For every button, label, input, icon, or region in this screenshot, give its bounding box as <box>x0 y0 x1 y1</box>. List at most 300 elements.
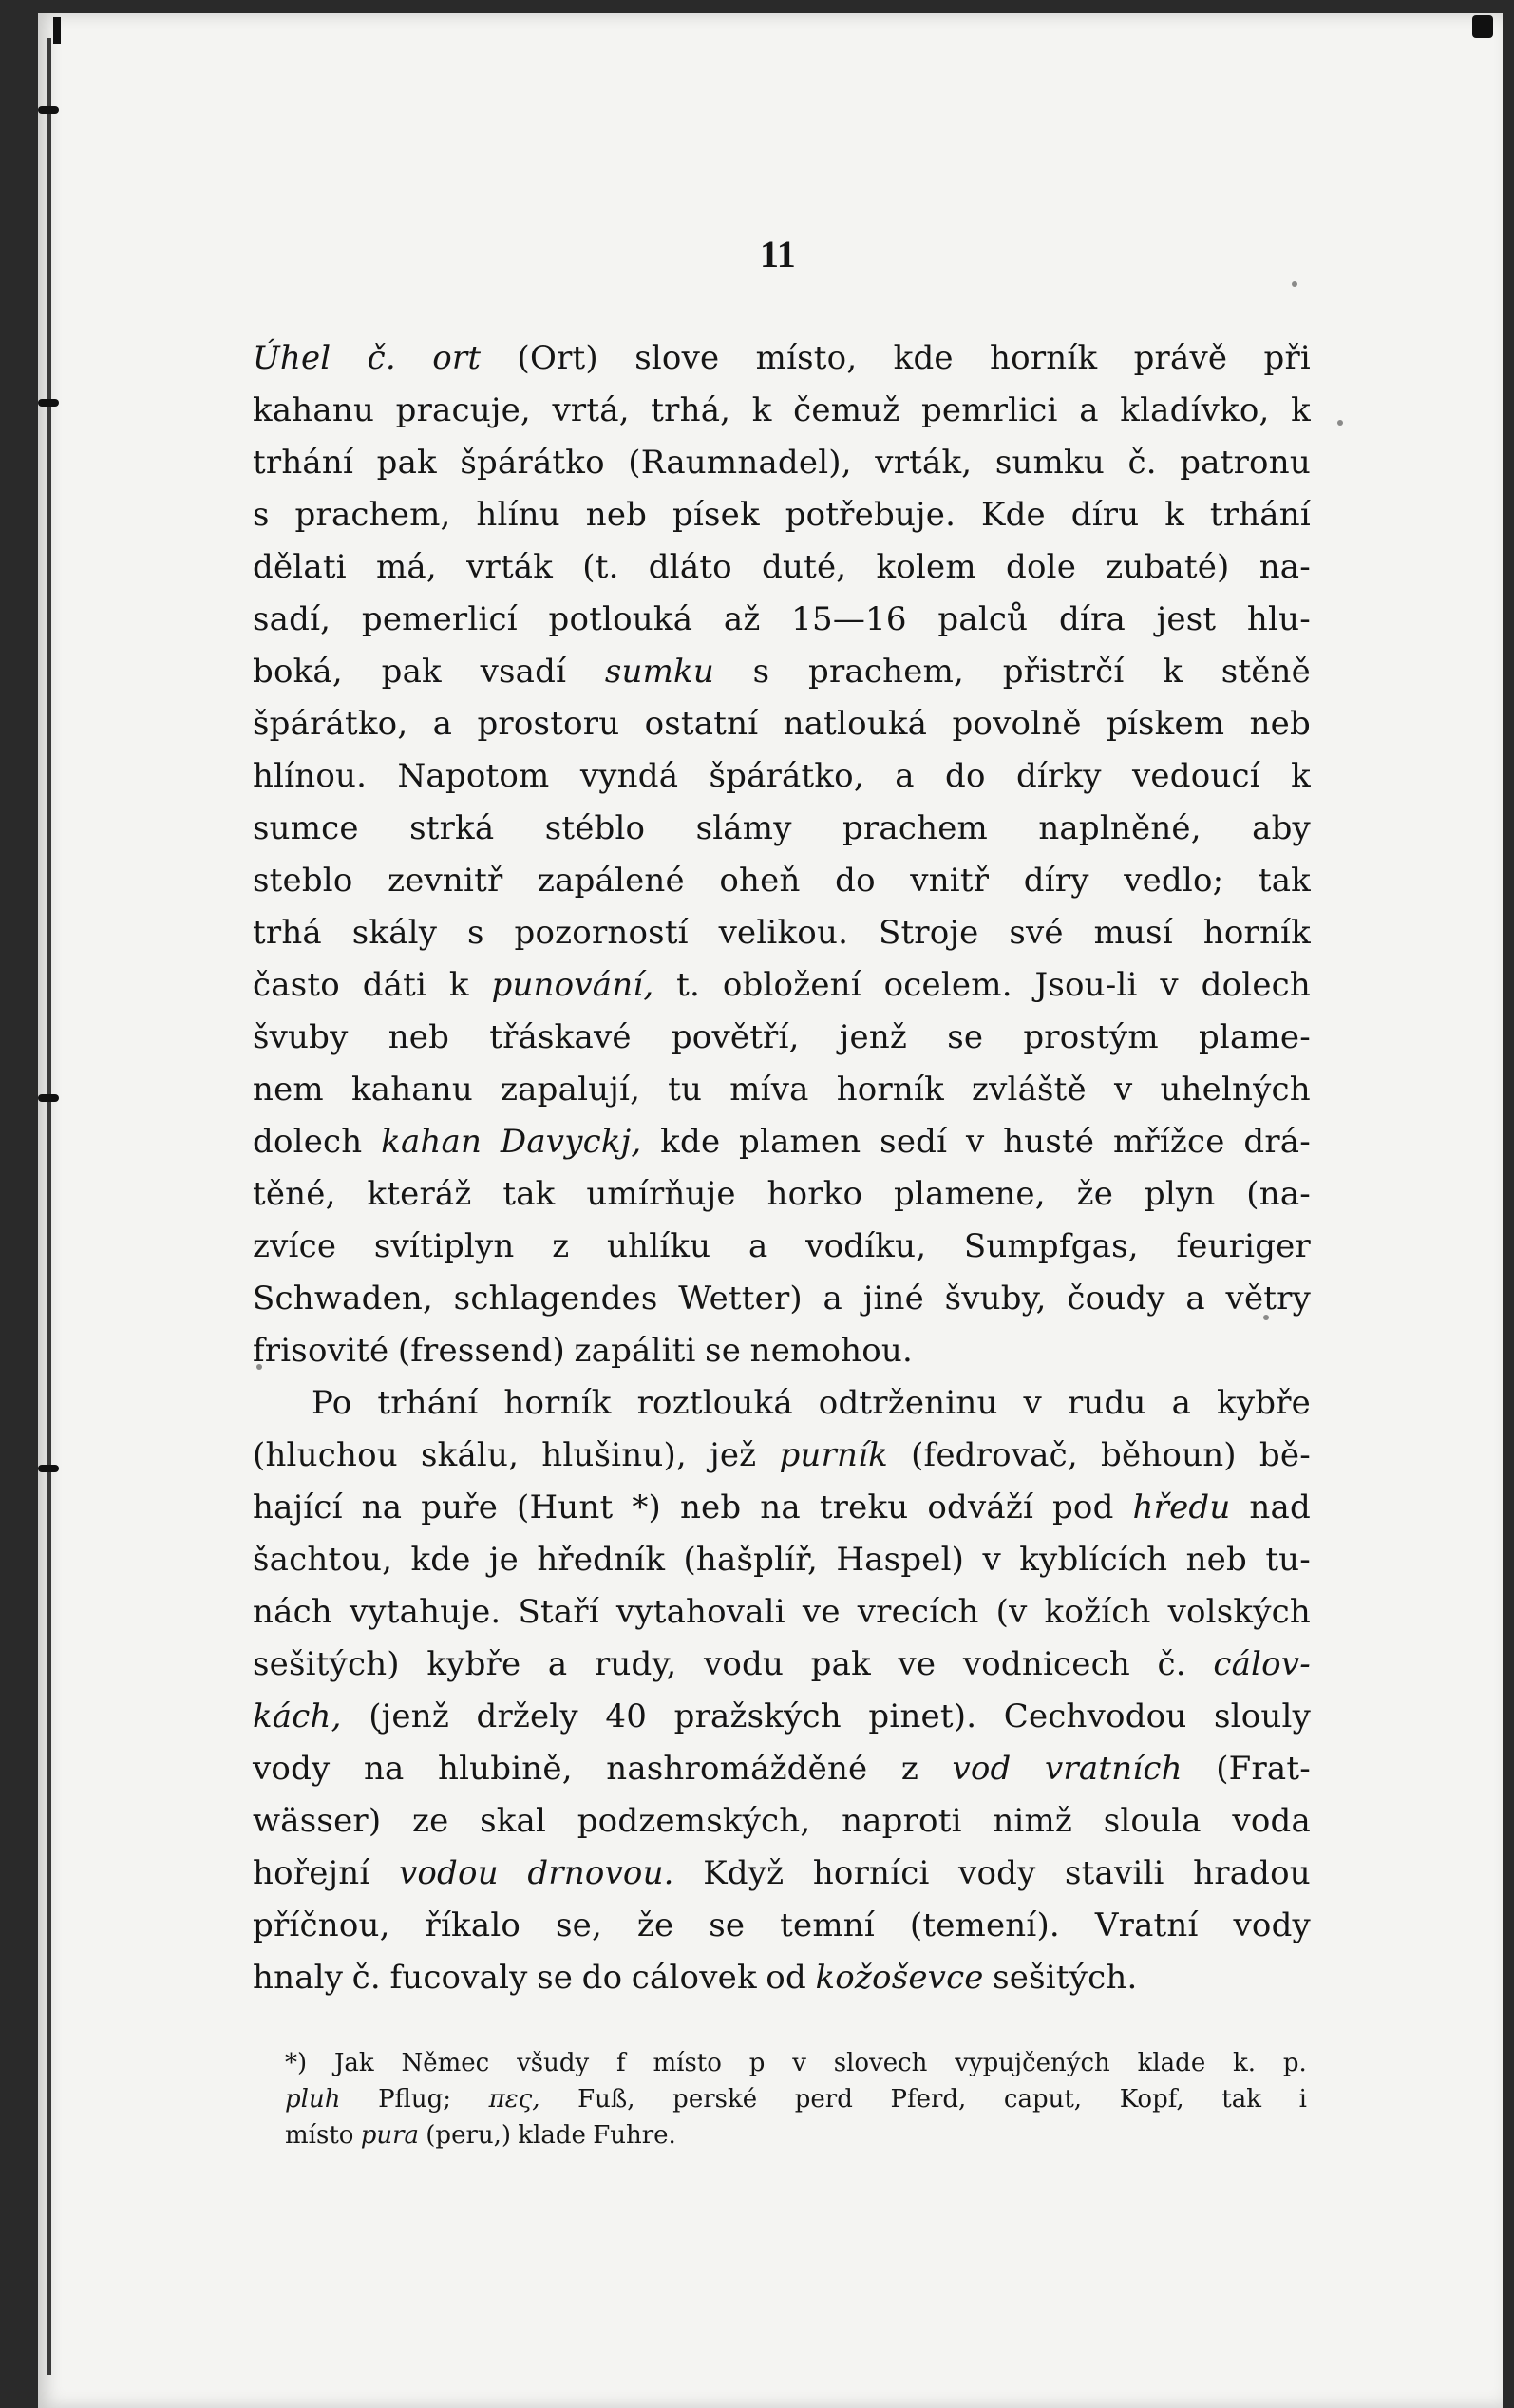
word: Kde <box>980 496 1046 534</box>
word: vodíku, <box>805 1227 927 1265</box>
word: dolech <box>253 1123 363 1161</box>
word: plamene, <box>894 1175 1046 1213</box>
word: vodu <box>703 1645 785 1683</box>
word: povětří, <box>671 1018 800 1056</box>
word: Napotom <box>397 757 550 795</box>
scan-mark <box>38 399 59 407</box>
word: kožoševce <box>815 1959 984 1997</box>
word: palců <box>937 600 1029 638</box>
text-line <box>253 1430 1311 1482</box>
word: písek <box>672 496 760 534</box>
page-number: 11 <box>760 233 796 275</box>
word: Cechvodou <box>1003 1697 1187 1735</box>
word: stěně <box>1221 653 1311 691</box>
word: steblo <box>253 862 353 900</box>
word: slove <box>634 339 720 377</box>
footnote-line <box>285 2047 1307 2083</box>
word: z <box>900 1750 918 1788</box>
word: kteráž <box>367 1175 472 1213</box>
text-line <box>253 1952 1311 2004</box>
word: do <box>945 757 986 795</box>
word: dírky <box>1015 757 1102 795</box>
word: má, <box>375 548 437 586</box>
word: v <box>1023 1384 1042 1422</box>
word: zapalují, <box>501 1071 641 1109</box>
word: neb <box>679 1488 742 1526</box>
text-line <box>253 1168 1311 1221</box>
word: hlínu <box>476 496 560 534</box>
word: temní <box>780 1906 875 1944</box>
word: skal <box>480 1802 547 1840</box>
word: jest <box>1156 600 1217 638</box>
word: místo, <box>755 339 858 377</box>
word: uhelných <box>1160 1071 1311 1109</box>
word: (hluchou <box>253 1436 398 1474</box>
word: hlu- <box>1246 600 1311 638</box>
word: (v <box>995 1593 1028 1631</box>
word: právě <box>1133 339 1228 377</box>
word: naplněné, <box>1038 809 1202 847</box>
word: patronu <box>1180 444 1311 482</box>
word: Pflug; <box>378 2085 452 2114</box>
word: (Ort) <box>517 339 598 377</box>
word: musí <box>1093 914 1173 952</box>
word: pinet). <box>868 1697 977 1735</box>
word: kahanu <box>253 391 375 429</box>
word: se, <box>556 1906 602 1944</box>
word: Vratní <box>1094 1906 1199 1944</box>
word: na <box>760 1488 801 1526</box>
word: zvláště <box>971 1071 1087 1109</box>
word: místo <box>653 2049 722 2077</box>
word: uhlíku <box>607 1227 711 1265</box>
word: č. <box>1157 1645 1186 1683</box>
word: je <box>488 1541 519 1579</box>
word: vratních <box>1045 1750 1183 1788</box>
word: v <box>982 1541 1001 1579</box>
word: Haspel) <box>836 1541 965 1579</box>
word: že <box>636 1906 674 1944</box>
word: na <box>363 1750 405 1788</box>
word: se <box>709 1906 746 1944</box>
text-line <box>253 750 1311 803</box>
word: obložení <box>722 966 861 1004</box>
word: perd <box>794 2085 853 2114</box>
word: ze <box>411 1802 449 1840</box>
word: (fressend) <box>397 1332 565 1370</box>
word: bě- <box>1259 1436 1311 1474</box>
word: pluh <box>285 2085 341 2114</box>
word: Fuß, <box>577 2085 635 2114</box>
word: ve <box>802 1593 841 1631</box>
text-line <box>253 1586 1311 1639</box>
word: všudy <box>517 2049 590 2077</box>
word: špárátko <box>460 444 605 482</box>
word: č. <box>1127 444 1157 482</box>
word: až <box>723 600 761 638</box>
word: p. <box>1282 2049 1307 2077</box>
word: mřížce <box>1112 1123 1225 1161</box>
word: a <box>1171 1384 1192 1422</box>
word: horník <box>990 339 1098 377</box>
word: jenž <box>839 1018 908 1056</box>
word: neb <box>1185 1541 1247 1579</box>
word: říkalo <box>425 1906 521 1944</box>
word: šachtou, <box>253 1541 393 1579</box>
word: vytahuje. <box>349 1593 502 1631</box>
word: slámy <box>695 809 792 847</box>
word: zevnitř <box>388 862 503 900</box>
word: díra <box>1058 600 1126 638</box>
text-line <box>253 541 1311 594</box>
word: kde <box>410 1541 471 1579</box>
word: nemohou. <box>749 1332 914 1370</box>
text-line <box>253 907 1311 959</box>
word: v <box>792 2049 806 2077</box>
word: (hašplíř, <box>683 1541 818 1579</box>
word: hlubině, <box>438 1750 573 1788</box>
word: díru <box>1070 496 1140 534</box>
footnote <box>285 2047 1307 2155</box>
word: s <box>253 496 270 534</box>
word: i <box>1298 2085 1307 2114</box>
word: skálu, <box>421 1436 520 1474</box>
word: aby <box>1252 809 1311 847</box>
word: se <box>947 1018 984 1056</box>
word: pak <box>810 1645 871 1683</box>
word: se <box>537 1959 574 1997</box>
word: dole <box>1005 548 1077 586</box>
word: čoudy <box>1067 1280 1165 1318</box>
word: vody <box>1233 1906 1311 1944</box>
word: Když <box>703 1854 785 1892</box>
word: a <box>432 705 453 743</box>
word: duté, <box>762 548 847 586</box>
word: k <box>1164 496 1185 534</box>
word: pemerlicí <box>361 600 518 638</box>
word: ocelem. <box>883 966 1012 1004</box>
word: zubaté) <box>1106 548 1230 586</box>
word: pískem <box>1107 705 1225 743</box>
text-line <box>253 1116 1311 1168</box>
word: jež <box>710 1436 757 1474</box>
word: dělati <box>253 548 347 586</box>
word: díry <box>1023 862 1089 900</box>
word: stavili <box>1065 1854 1164 1892</box>
word: k. <box>1233 2049 1257 2077</box>
word: při <box>1263 339 1311 377</box>
word: *) <box>285 2049 308 2077</box>
word: ort <box>432 339 482 377</box>
text-line <box>253 803 1311 855</box>
word: od <box>766 1959 806 1997</box>
word: frisovité <box>253 1332 389 1370</box>
text-line <box>253 855 1311 907</box>
text-line <box>253 1534 1311 1586</box>
word: dáti <box>362 966 427 1004</box>
word: kolem <box>876 548 976 586</box>
word: pemrlici <box>920 391 1058 429</box>
word: tak <box>502 1175 556 1213</box>
word: kahan <box>381 1123 483 1161</box>
word: potřebuje. <box>785 496 956 534</box>
word: držely <box>476 1697 578 1735</box>
text-line <box>253 1743 1311 1795</box>
word: sumce <box>253 809 359 847</box>
word: své <box>1009 914 1064 952</box>
text-line <box>253 385 1311 437</box>
word: pod <box>1051 1488 1114 1526</box>
word: Wetter) <box>678 1280 803 1318</box>
word: vrták, <box>875 444 973 482</box>
word: velikou. <box>718 914 849 952</box>
word: kyblících <box>1019 1541 1168 1579</box>
word: Schwaden, <box>253 1280 433 1318</box>
word: trhání <box>377 1384 479 1422</box>
word: vyndá <box>579 757 679 795</box>
word: hnaly <box>253 1959 344 1997</box>
word: tu <box>668 1071 703 1109</box>
word: Němec <box>401 2049 490 2077</box>
word: vrtá, <box>552 391 630 429</box>
word: povolně <box>952 705 1082 743</box>
text-line <box>253 1691 1311 1743</box>
word: Sumpfgas, <box>963 1227 1139 1265</box>
word: vedlo; <box>1124 862 1224 900</box>
word: horník <box>836 1071 944 1109</box>
word: ostatní <box>644 705 759 743</box>
word: jiné <box>862 1280 924 1318</box>
word: místo <box>285 2121 354 2150</box>
word: natlouká <box>783 705 928 743</box>
word: klade <box>1137 2049 1206 2077</box>
text-line <box>253 1064 1311 1116</box>
word: v <box>965 1123 985 1161</box>
word: hořejní <box>253 1854 370 1892</box>
word: (jenž <box>369 1697 449 1735</box>
word: hředník <box>537 1541 666 1579</box>
word: vedoucí <box>1132 757 1260 795</box>
word: zapálené <box>537 862 685 900</box>
text-line <box>253 1221 1311 1273</box>
word: kybře <box>1217 1384 1311 1422</box>
word: hlušinu), <box>541 1436 687 1474</box>
word: vytahovali <box>615 1593 785 1631</box>
word: rudu <box>1067 1384 1146 1422</box>
word: Kopf, <box>1119 2085 1184 2114</box>
word: čemuž <box>793 391 900 429</box>
text-line <box>253 594 1311 646</box>
word: Jsou-li <box>1034 966 1138 1004</box>
text-line <box>253 489 1311 541</box>
word: tu- <box>1265 1541 1311 1579</box>
word: přistrčí <box>1002 653 1125 691</box>
word: naproti <box>842 1802 962 1840</box>
word: neb <box>388 1018 450 1056</box>
word: a <box>895 757 915 795</box>
scan-mark <box>38 1465 59 1472</box>
scan-mark <box>38 106 59 114</box>
word: na- <box>1259 548 1311 586</box>
word: boká, <box>253 653 343 691</box>
word: na <box>361 1488 403 1526</box>
word: nashromážděné <box>606 1750 868 1788</box>
word: do <box>581 1959 623 1997</box>
word: tak <box>1258 862 1311 900</box>
word: prostým <box>1023 1018 1159 1056</box>
word: s <box>752 653 770 691</box>
scan-mark <box>38 1094 59 1102</box>
word: stéblo <box>544 809 646 847</box>
word: rudy, <box>594 1645 677 1683</box>
word: k <box>1163 653 1183 691</box>
scan-mark <box>1472 15 1493 38</box>
word: třáskavé <box>489 1018 632 1056</box>
word: nimž <box>993 1802 1073 1840</box>
word: plame- <box>1198 1018 1311 1056</box>
word: potlouká <box>548 600 693 638</box>
word: trhá, <box>651 391 731 429</box>
word: slouly <box>1214 1697 1311 1735</box>
word: sumku <box>994 444 1105 482</box>
word: vodou <box>398 1854 499 1892</box>
word: horníci <box>812 1854 930 1892</box>
word: a <box>823 1280 843 1318</box>
word: vnitř <box>910 862 990 900</box>
word: zapáliti <box>574 1332 696 1370</box>
word: prachem <box>842 809 988 847</box>
word: sloula <box>1103 1802 1202 1840</box>
word: neb <box>1249 705 1311 743</box>
word: příčnou, <box>253 1906 390 1944</box>
word: fucovaly <box>389 1959 528 1997</box>
word: plamen <box>739 1123 861 1161</box>
word: s <box>467 914 484 952</box>
word: trhání <box>253 444 354 482</box>
word: feuriger <box>1176 1227 1311 1265</box>
word: vod <box>952 1750 1012 1788</box>
word: vodnicech <box>962 1645 1130 1683</box>
word: nad <box>1249 1488 1311 1526</box>
word: svítiplyn <box>373 1227 515 1265</box>
word: cálov- <box>1213 1645 1311 1683</box>
word: z <box>552 1227 570 1265</box>
word: cálovek <box>631 1959 757 1997</box>
word: horník <box>503 1384 612 1422</box>
word: pozorností <box>514 914 689 952</box>
word: odváží <box>927 1488 1034 1526</box>
word: do <box>835 862 876 900</box>
word: Po <box>312 1384 352 1422</box>
word: sešitých. <box>993 1959 1138 1997</box>
word: se <box>705 1332 742 1370</box>
word: k <box>1291 391 1311 429</box>
word: kybře <box>426 1645 521 1683</box>
word: p <box>748 2049 766 2077</box>
word: vypujčených <box>955 2049 1110 2077</box>
word: k <box>448 966 469 1004</box>
word: Davyckj, <box>500 1123 642 1161</box>
word: zvíce <box>253 1227 337 1265</box>
word: hradou <box>1193 1854 1311 1892</box>
text-line <box>253 1848 1311 1900</box>
word: prachem, <box>808 653 965 691</box>
word: wässer) <box>253 1802 382 1840</box>
word: (temení). <box>909 1906 1060 1944</box>
word: hředu <box>1132 1488 1231 1526</box>
word: vsadí <box>480 653 567 691</box>
text-line <box>253 437 1311 489</box>
word: prachem, <box>294 496 451 534</box>
word: k <box>1291 757 1311 795</box>
word: kožích <box>1044 1593 1151 1631</box>
word: Pferd, <box>890 2085 967 2114</box>
text-line <box>253 332 1311 385</box>
word: Stroje <box>878 914 979 952</box>
word: purník <box>779 1436 888 1474</box>
word: drnovou. <box>527 1854 674 1892</box>
word: skály <box>351 914 438 952</box>
word: větry <box>1225 1280 1311 1318</box>
word: trhá <box>253 914 322 952</box>
word: často <box>253 966 340 1004</box>
word: pražských <box>673 1697 842 1735</box>
word: Fuhre. <box>593 2121 676 2150</box>
word: vody <box>253 1750 331 1788</box>
word: sedí <box>880 1123 948 1161</box>
word: umírňuje <box>586 1175 736 1213</box>
word: roztlouká <box>636 1384 793 1422</box>
word: (t. <box>582 548 619 586</box>
word: švuby <box>253 1018 349 1056</box>
word: švuby, <box>944 1280 1047 1318</box>
word: kladívko, <box>1120 391 1270 429</box>
speck <box>1292 281 1297 287</box>
word: sadí, <box>253 600 331 638</box>
word: dolech <box>1201 966 1311 1004</box>
word: kahanu <box>350 1071 473 1109</box>
word: prostoru <box>477 705 620 743</box>
word: pura <box>360 2121 420 2150</box>
text-line <box>253 1012 1311 1064</box>
text-line <box>253 698 1311 750</box>
word: voda <box>1232 1802 1311 1840</box>
word: špárátko, <box>709 757 864 795</box>
word: drá- <box>1243 1123 1311 1161</box>
word: oheň <box>719 862 801 900</box>
word: sešitých) <box>253 1645 400 1683</box>
word: plyn <box>1144 1175 1216 1213</box>
word: pak <box>376 444 437 482</box>
word: kde <box>893 339 954 377</box>
word: neb <box>585 496 648 534</box>
text-line <box>253 1377 1311 1430</box>
word: nem <box>253 1071 324 1109</box>
word: t. <box>676 966 701 1004</box>
word: míva <box>729 1071 809 1109</box>
word: k <box>751 391 772 429</box>
word: vrták <box>466 548 554 586</box>
word: hající <box>253 1488 343 1526</box>
word: pak <box>381 653 442 691</box>
word: punování, <box>491 966 654 1004</box>
word: (Hunt <box>516 1488 614 1526</box>
word: husté <box>1003 1123 1095 1161</box>
word: těné, <box>253 1175 336 1213</box>
word: strká <box>409 809 495 847</box>
word: pracuje, <box>395 391 531 429</box>
word: 40 <box>605 1697 648 1735</box>
